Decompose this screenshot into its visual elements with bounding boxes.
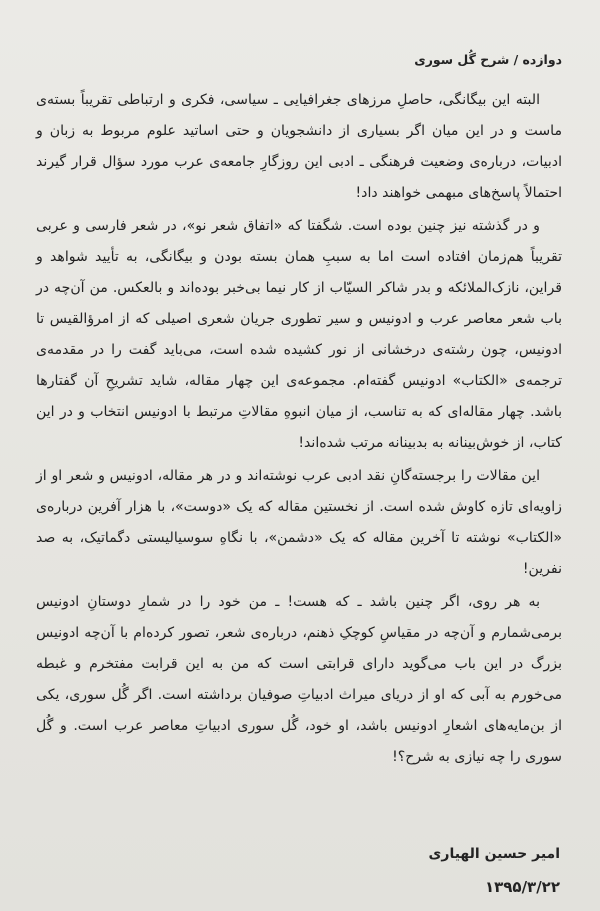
body-text: [36, 85, 562, 773]
date: ۱۳۹۵/۳/۲۲: [484, 878, 560, 896]
paragraph-3: این مقالات را برجسته‌گانِ نقد ادبی عرب نوشته‌اند و در هر مقاله، ادونیس و شعر او از زاویه‌ای تازه کاوش شده است. از نخستین مقاله که یک «دوست»، با هزار آفرین درباره‌ی «الکتاب» نوشته تا آخرین مقاله که یک «دشمن»، با نگاهِ سوسیالیستی دگماتیک، به صد نفرین!: [36, 468, 562, 577]
paragraph-1: البته این بیگانگی، حاصلِ مرزهای جغرافیایی ـ سیاسی، فکری و ارتباطی تقریباً بسته‌ی ماست و در این میان اگر بسیاری از دانشجویان و حتی اساتید علوم مربوط به زبان و ادبیات، درباره‌ی وضعیت فرهنگی ـ ادبی این روزگارِ جامعه‌ی عرب مورد سؤال قرار گیرند احتمالاً پاسخ‌های مبهمی خواهند داد!: [36, 92, 562, 201]
paragraph-2: و در گذشته نیز چنین بوده است. شگفتا که «اتفاق شعر نو»، در شعر فارسی و عربی تقریباً هم‌زمان افتاده است اما به سببِ همان بسته بودن و بیگانگی، به تأیید شواهد و قراین، نازک‌الملائکه و بدر شاکر السیّاب از کار نیما بی‌خبر بوده‌اند و بالعکس. من آن‌چه در باب شعر معاصر عرب و ادونیس و سیر تطوری جریان شعری اصیلی که از امرؤالقیس تا ادونیس، چون رشته‌ی درخشانی از نور کشیده شده است، می‌باید گفت را در مقدمه‌ی ترجمه‌ی «الکتاب» ادونیس گفته‌ام. مجموعه‌ی این چهار مقاله، شاید تشریحِ آن گفتارها باشد. چهار مقاله‌ای که به تناسب، از میان انبوهِ مقالاتِ مرتبط با ادونیس انتخاب و در این کتاب، از خوش‌بینانه به بدبینانه مرتب شده‌اند!: [36, 218, 562, 451]
running-head: دوازده / شرح گُل سوری: [414, 52, 562, 67]
author-signature: امیر حسین الهیاری: [428, 846, 560, 862]
paragraph-4: به هر روی، اگر چنین باشد ـ که هست! ـ من خود را در شمارِ دوستانِ ادونیس برمی‌شمارم و آن‌چه در مقیاسِ کوچکِ ذهنم، درباره‌ی شعر، تصور کرده‌ام با آن‌چه ادونیس بزرگ در این باب می‌گوید دارای قرابتی است که من به این قرابت مفتخرم و غبطه می‌خورم به آبی که او از دریای میراث ادبیاتِ صوفیان برداشته است. اگر گُل سوری، یکی از بن‌مایه‌های اشعارِ ادونیس باشد، او خود، گُل سوری ادبیاتِ معاصر عرب است. و گُل سوری را چه نیازی به شرح؟!: [36, 594, 562, 765]
